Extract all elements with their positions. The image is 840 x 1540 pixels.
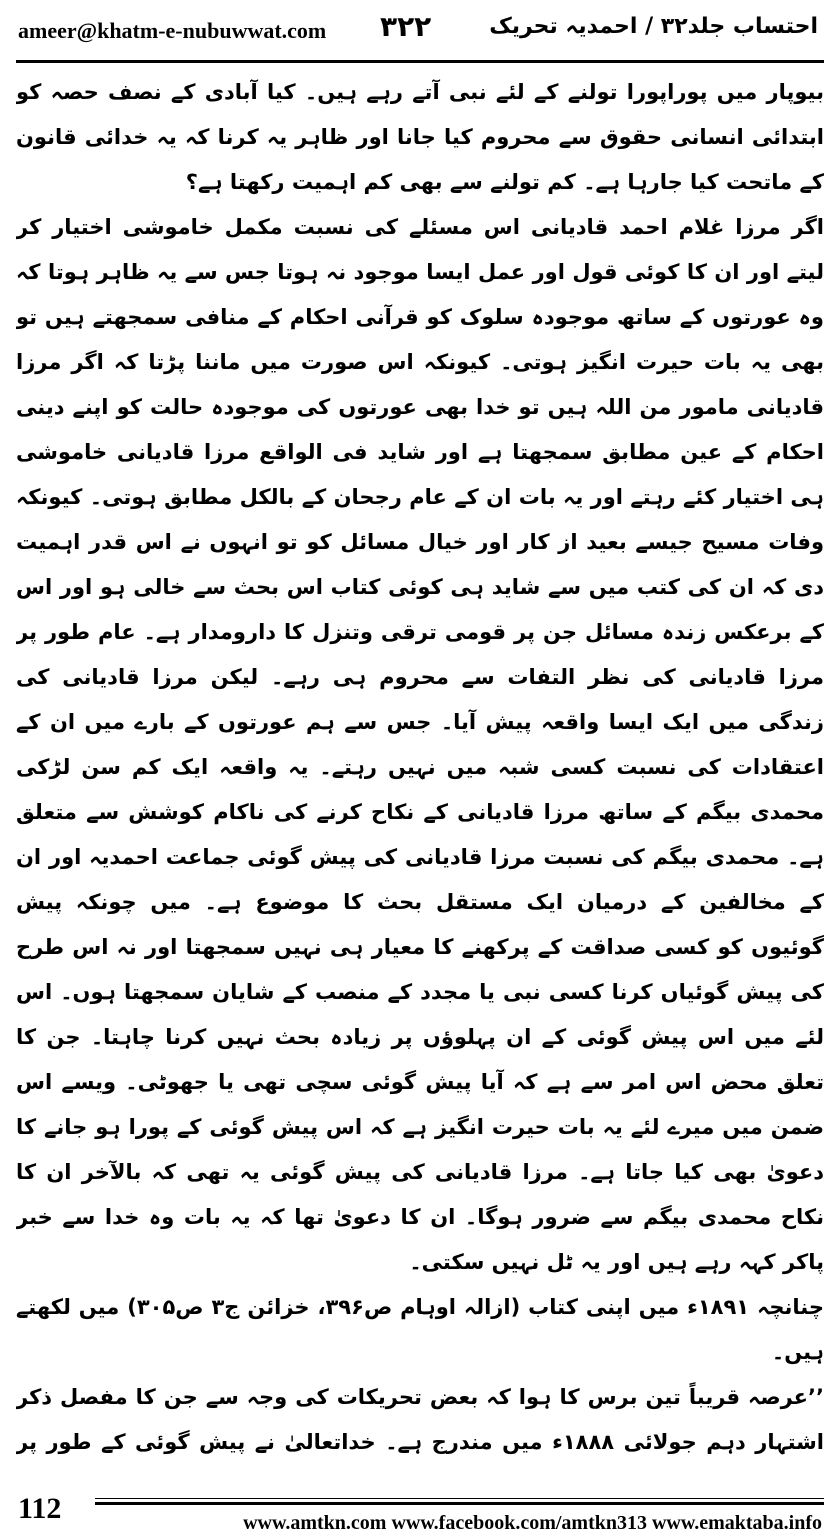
page-body [16, 70, 824, 1475]
paragraph: بیوپار میں پوراپورا تولنے کے لئے نبی آتے رہے ہیں۔ کیا آبادی کے نصف حصہ کو ابتدائی انسانی حقوق سے محروم کیا جانا اور ظاہر یہ کرنا کہ یہ خدائی قانون کے ماتحت کیا جارہا ہے۔ کم تولنے سے بھی کم اہمیت رکھتا ہے؟ [16, 80, 824, 194]
footer-divider-thick [95, 1502, 824, 1505]
header-page-number: ۳۲۲ [380, 10, 432, 43]
header-book-title: احتساب جلد۳۲ / احمدیہ تحریک [489, 14, 818, 39]
header-divider [16, 60, 824, 63]
paragraph: اگر مرزا غلام احمد قادیانی اس مسئلے کی نسبت مکمل خاموشی اختیار کر لیتے اور ان کا کوئی قول اور عمل ایسا موجود نہ ہوتا جس سے یہ ظاہر ہوتا کہ وہ عورتوں کے ساتھ موجودہ سلوک کو قرآنی احکام کے منافی سمجھتے ہیں تو بھی یہ بات حیرت انگیز ہوتی۔ کیونکہ اس صورت میں ماننا پڑتا کہ اگر مرزا قادیانی مامور من اللہ ہیں تو خدا بھی عورتوں کی موجودہ حالت کو اپنے دینی احکام کے عین مطابق سمجھتا ہے اور شاید فی الواقع مرزا قادیانی خاموشی ہی اختیار کئے رہتے اور یہ بات ان کے عام رجحان کے بالکل مطابق ہوتی۔ کیونکہ وفات مسیح جیسے بعید از کار اور خیال مسائل کو تو انہوں نے اس قدر اہمیت دی کہ ان کی کتب میں سے شاید ہی کوئی کتاب اس بحث سے خالی ہو اور اس کے برعکس زندہ مسائل جن پر قومی ترقی وتنزل کا دارومدار ہے۔ عام طور پر مرزا قادیانی کی نظر التفات سے محروم ہی رہے۔ لیکن مرزا قادیانی کی زندگی میں ایک ایسا واقعہ پیش آیا۔ جس سے ہم عورتوں کے بارے میں ان کے اعتقادات کی نسبت کسی شبہ میں نہیں رہتے۔ یہ واقعہ ایک کم سن لڑکی محمدی بیگم کے ساتھ مرزا قادیانی کے نکاح کرنے کی ناکام کوشش سے متعلق ہے۔ محمدی بیگم کی نسبت مرزا قادیانی کی پیش گوئی جماعت احمدیہ اور ان کے مخالفین کے درمیان ایک مستقل بحث کا موضوع ہے۔ میں چونکہ پیش گوئیوں کو کسی صداقت کے پرکھنے کا معیار ہی نہیں سمجھتا اور نہ اس طرح کی پیش گوئیاں کرنا کسی نبی یا مجدد کے منصب کے شایان سمجھتا ہوں۔ اس لئے میں اس پیش گوئی کے ان پہلوؤں پر زیادہ بحث نہیں کرنا چاہتا۔ جن کا تعلق محض اس امر سے ہے کہ آیا پیش گوئی سچی تھی یا جھوٹی۔ ویسے اس ضمن میں میرے لئے یہ بات حیرت انگیز ہے کہ اس پیش گوئی کے پورا ہو جانے کا دعویٰ بھی کیا جاتا ہے۔ مرزا قادیانی کی پیش گوئی یہ تھی کہ بالآخر ان کا نکاح محمدی بیگم سے ضرور ہوگا۔ ان کا دعویٰ تھا کہ یہ بات وہ خدا سے خبر پاکر کہہ رہے ہیں اور یہ ٹل نہیں سکتی۔ [16, 215, 824, 1274]
footer-divider-thin [95, 1498, 824, 1499]
page-footer [0, 1490, 840, 1540]
paragraph: چنانچہ ۱۸۹۱ء میں اپنی کتاب (ازالہ اوہام ص۳۹۶، خزائن ج۳ ص۳۰۵) میں لکھتے ہیں۔ [16, 1295, 824, 1364]
paragraph: ’’عرصہ قریباً تین برس کا ہوا کہ بعض تحریکات کی وجہ سے جن کا مفصل ذکر اشتہار دہم جولائی ۱۸۸۸ء میں مندرج ہے۔ خداتعالیٰ نے پیش گوئی کے طور پر [16, 1385, 824, 1454]
footer-website-links: www.amtkn.com www.facebook.com/amtkn313 www.emaktaba.info [243, 1512, 822, 1534]
page-header [0, 0, 840, 62]
footer-page-number: 112 [18, 1492, 62, 1525]
header-email: ameer@khatm-e-nubuwwat.com [18, 18, 327, 43]
